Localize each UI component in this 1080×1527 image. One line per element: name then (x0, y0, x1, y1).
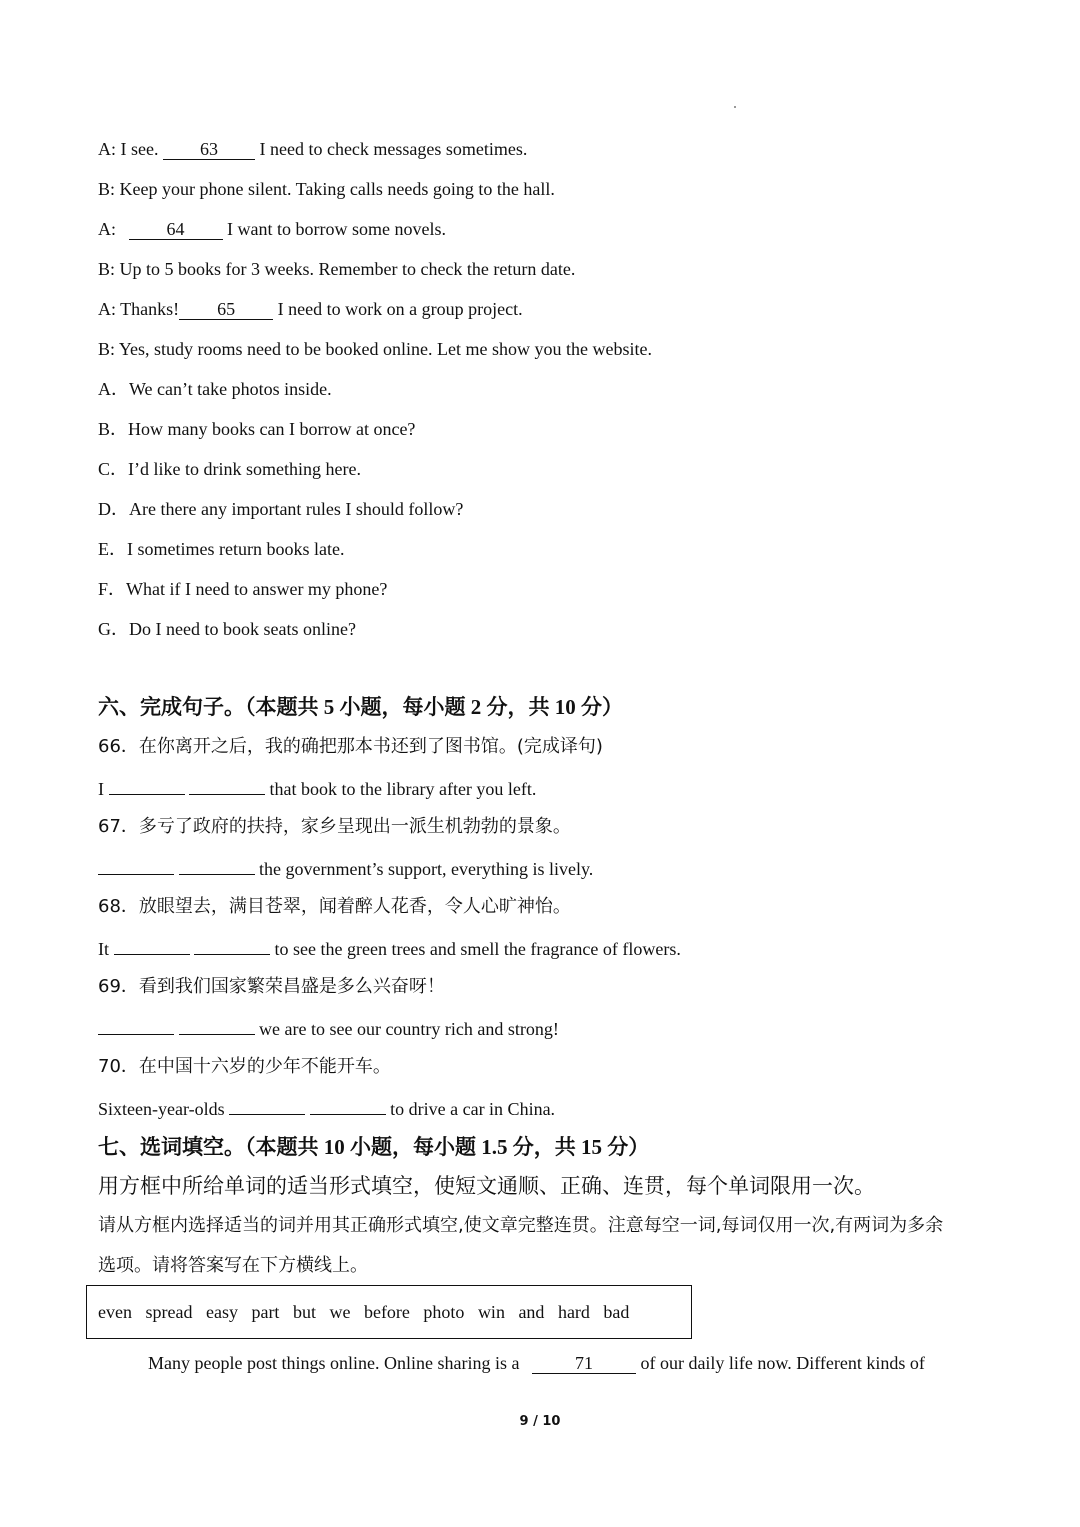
word-hard: hard (557, 1301, 590, 1322)
option-a: A．We can’t take photos inside. (98, 379, 332, 399)
dialogue-line-3: A: 64 I want to borrow some novels. (98, 219, 446, 239)
blank-65[interactable]: 65 (179, 299, 273, 320)
section-6-heading: 六、完成句子。（本题共 5 小题，每小题 2 分，共 10 分） (98, 695, 623, 719)
word-bank-box (86, 1285, 692, 1339)
dialogue-line-6: B: Yes, study rooms need to be booked online. Let me show you the website. (98, 339, 652, 359)
blank-63[interactable]: 63 (163, 139, 255, 160)
q69-answer-line: we are to see our country rich and strong! (98, 1016, 559, 1041)
stray-dot (734, 106, 736, 108)
word-bad: bad (603, 1301, 630, 1322)
word-and: and (518, 1301, 545, 1322)
q68-answer-line: It to see the green trees and smell the fragrance of flowers. (98, 936, 681, 961)
q67-blank-1[interactable] (98, 856, 174, 875)
section-7-instruction-2b: 选项。请将答案写在下方横线上。 (98, 1255, 368, 1276)
page-number: 9 / 10 (519, 1414, 561, 1429)
section-7-instruction-1: 用方框中所给单词的适当形式填空，使短文通顺、正确、连贯，每个单词限用一次。 (98, 1174, 875, 1198)
q69-blank-2[interactable] (179, 1016, 255, 1035)
word-even: even (98, 1301, 132, 1322)
q66-prompt: 66．在你离开之后，我的确把那本书还到了图书馆。(完成译句) (98, 736, 603, 757)
blank-64[interactable]: 64 (129, 219, 223, 240)
dialogue-line-4: B: Up to 5 books for 3 weeks. Remember to check the return date. (98, 259, 576, 279)
option-b: B．How many books can I borrow at once? (98, 419, 416, 439)
word-easy: easy (205, 1301, 238, 1322)
word-photo: photo (423, 1301, 465, 1322)
word-before: before (363, 1301, 410, 1322)
dialogue-line-1: A: I see. 63 I need to check messages sometimes. (98, 139, 528, 159)
option-f: F．What if I need to answer my phone? (98, 579, 388, 599)
q70-blank-2[interactable] (310, 1096, 386, 1115)
q69-prompt: 69．看到我们国家繁荣昌盛是多么兴奋呀！ (98, 976, 445, 997)
q70-blank-1[interactable] (229, 1096, 305, 1115)
q66-answer-line: I that book to the library after you left. (98, 776, 536, 801)
q69-blank-1[interactable] (98, 1016, 174, 1035)
q67-blank-2[interactable] (179, 856, 255, 875)
q66-blank-2[interactable] (189, 776, 265, 795)
option-d: D．Are there any important rules I should follow? (98, 499, 464, 519)
section-7-heading: 七、选词填空。（本题共 10 小题，每小题 1.5 分，共 15 分） (98, 1135, 650, 1159)
q67-answer-line: the government’s support, everything is lively. (98, 856, 593, 881)
q70-prompt: 70．在中国十六岁的少年不能开车。 (98, 1056, 391, 1077)
q66-blank-1[interactable] (109, 776, 185, 795)
option-c: C．I’d like to drink something here. (98, 459, 361, 479)
q68-prompt: 68．放眼望去，满目苍翠，闻着醉人花香，令人心旷神怡。 (98, 896, 571, 917)
word-we: we (329, 1301, 351, 1322)
section-7-instruction-2a: 请从方框内选择适当的词并用其正确形式填空,使文章完整连贯。注意每空一词,每词仅用一次,有两词为多余 (98, 1215, 944, 1236)
passage-line-1: Many people post things online. Online sharing is a 71 of our daily life now. Different kinds of (148, 1353, 925, 1373)
q70-answer-line: Sixteen-year-olds to drive a car in China. (98, 1096, 555, 1121)
q68-blank-1[interactable] (114, 936, 190, 955)
q68-blank-2[interactable] (194, 936, 270, 955)
blank-71[interactable]: 71 (532, 1353, 636, 1374)
word-win: win (477, 1301, 505, 1322)
option-e: E．I sometimes return books late. (98, 539, 345, 559)
option-g: G．Do I need to book seats online? (98, 619, 356, 639)
word-spread: spread (145, 1301, 193, 1322)
dialogue-line-2: B: Keep your phone silent. Taking calls needs going to the hall. (98, 179, 555, 199)
word-but: but (292, 1301, 316, 1322)
dialogue-line-5: A: Thanks! 65 I need to work on a group project. (98, 299, 523, 319)
q67-prompt: 67．多亏了政府的扶持，家乡呈现出一派生机勃勃的景象。 (98, 816, 571, 837)
word-part: part (251, 1301, 280, 1322)
